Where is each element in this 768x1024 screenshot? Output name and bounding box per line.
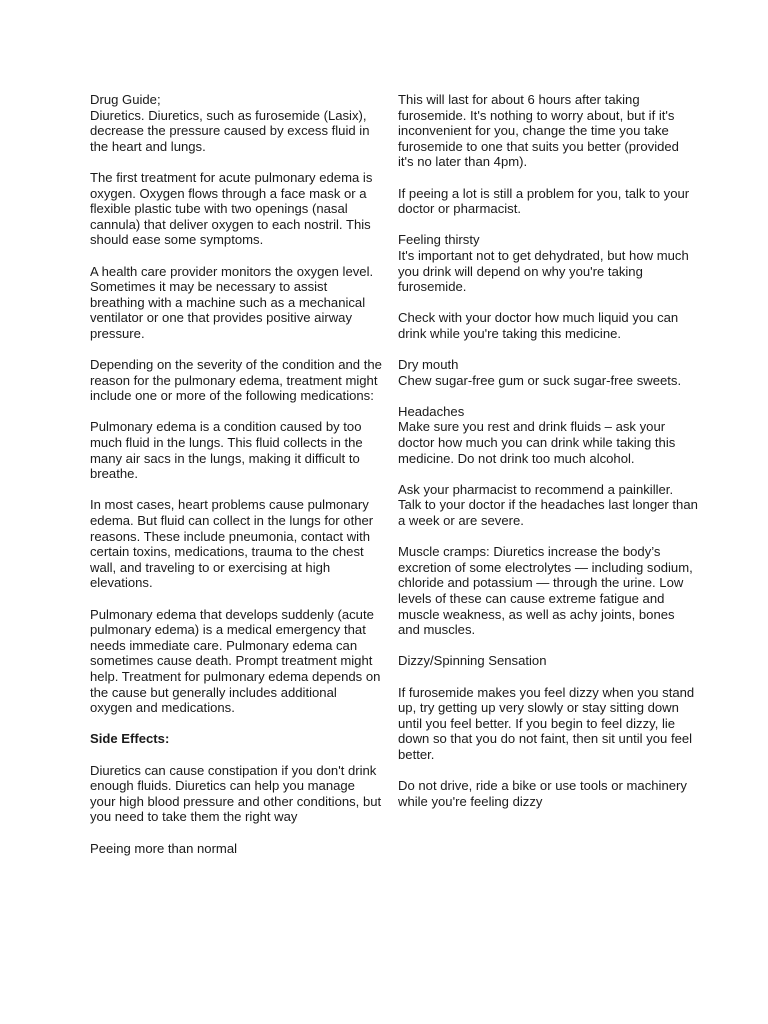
paragraph-medications-intro: Depending on the severity of the condition and the reason for the pulmonary edema, treatment might include one or more of the following medications: (90, 357, 382, 404)
paragraph-do-not-drive: Do not drive, ride a bike or use tools or machinery while you're feeling dizzy (398, 778, 687, 809)
paragraph-oxygen-treatment: The first treatment for acute pulmonary edema is oxygen. Oxygen flows through a face mask or a flexible plastic tube with two openings (nasal cannula) that deliver oxygen to each nostril. This should ease some symptoms. (90, 169, 373, 248)
paragraph-dizzy-advice: If furosemide makes you feel dizzy when you stand up, try getting up very slowly or stay sitting down until you feel better. If you begin to feel dizzy, lie down so that you do not faint, then sit until you feel better. (398, 684, 695, 762)
paragraph-peeing-more: Peeing more than normal (90, 840, 238, 856)
dizzy-heading: Dizzy/Spinning Sensation (398, 653, 547, 669)
paragraph-acute-edema: Pulmonary edema that develops suddenly (acute pulmonary edema) is a medical emergency that needs immediate care. Pulmonary edema can sometimes cause death. Prompt treatment might help. Treatment for pulmonary edema depends on the cause but generally includes additional oxygen and medications. (90, 606, 381, 716)
paragraph-feeling-thirsty: Feeling thirsty It's important not to get dehydrated, but how much you drink will depend on why you're taking furosemide. (398, 232, 689, 295)
paragraph-peeing-problem: If peeing a lot is still a problem for you, talk to your doctor or pharmacist. (398, 185, 690, 217)
paragraph-causes: In most cases, heart problems cause pulmonary edema. But fluid can collect in the lungs for other reasons. These include pneumonia, contact with certain toxins, medications, trauma to the chest wall, and traveling to or exercising at high elevations. (90, 497, 374, 591)
paragraph-dry-mouth: Dry mouth Chew sugar-free gum or suck sugar-free sweets. (398, 357, 682, 388)
paragraph-pulmonary-edema-definition: Pulmonary edema is a condition caused by too much fluid in the lungs. This fluid collects in the many air sacs in the lungs, making it difficult to breathe. (90, 419, 363, 482)
side-effects-heading: Side Effects: (90, 731, 170, 747)
paragraph-liquid-check: Check with your doctor how much liquid you can drink while you're taking this medicine. (398, 310, 679, 341)
paragraph-muscle-cramps: Muscle cramps: Diuretics increase the body’s excretion of some electrolytes — including sodium, chloride and potassium — through the urine. Low levels of these can cause extreme fatigue and muscle weakness, as well as achy joints, bones and muscles. (398, 544, 693, 638)
paragraph-painkiller: Ask your pharmacist to recommend a painkiller. Talk to your doctor if the headaches last longer than a week or are severe. (398, 481, 698, 529)
paragraph-constipation: Diuretics can cause constipation if you don't drink enough fluids. Diuretics can help you manage your high blood pressure and other conditions, but you need to take them the right way (90, 762, 382, 825)
paragraph-duration: This will last for about 6 hours after taking furosemide. It's nothing to worry about, but if it's inconvenient for you, change the time you take furosemide to one that suits you better (provided it's no later than 4pm). (398, 92, 679, 170)
right-column (398, 92, 698, 825)
left-column (90, 92, 382, 872)
paragraph-headaches: Headaches Make sure you rest and drink fluids – ask your doctor how much you can drink while taking this medicine. Do not drink too much alcohol. (398, 403, 676, 466)
paragraph-oxygen-monitoring: A health care provider monitors the oxygen level. Sometimes it may be necessary to assist breathing with a machine such as a mechanical ventilator or one that provides positive airway pressure. (90, 263, 374, 341)
paragraph-drug-guide: Drug Guide; Diuretics. Diuretics, such as furosemide (Lasix), decrease the pressure caused by excess fluid in the heart and lungs. (90, 92, 370, 154)
